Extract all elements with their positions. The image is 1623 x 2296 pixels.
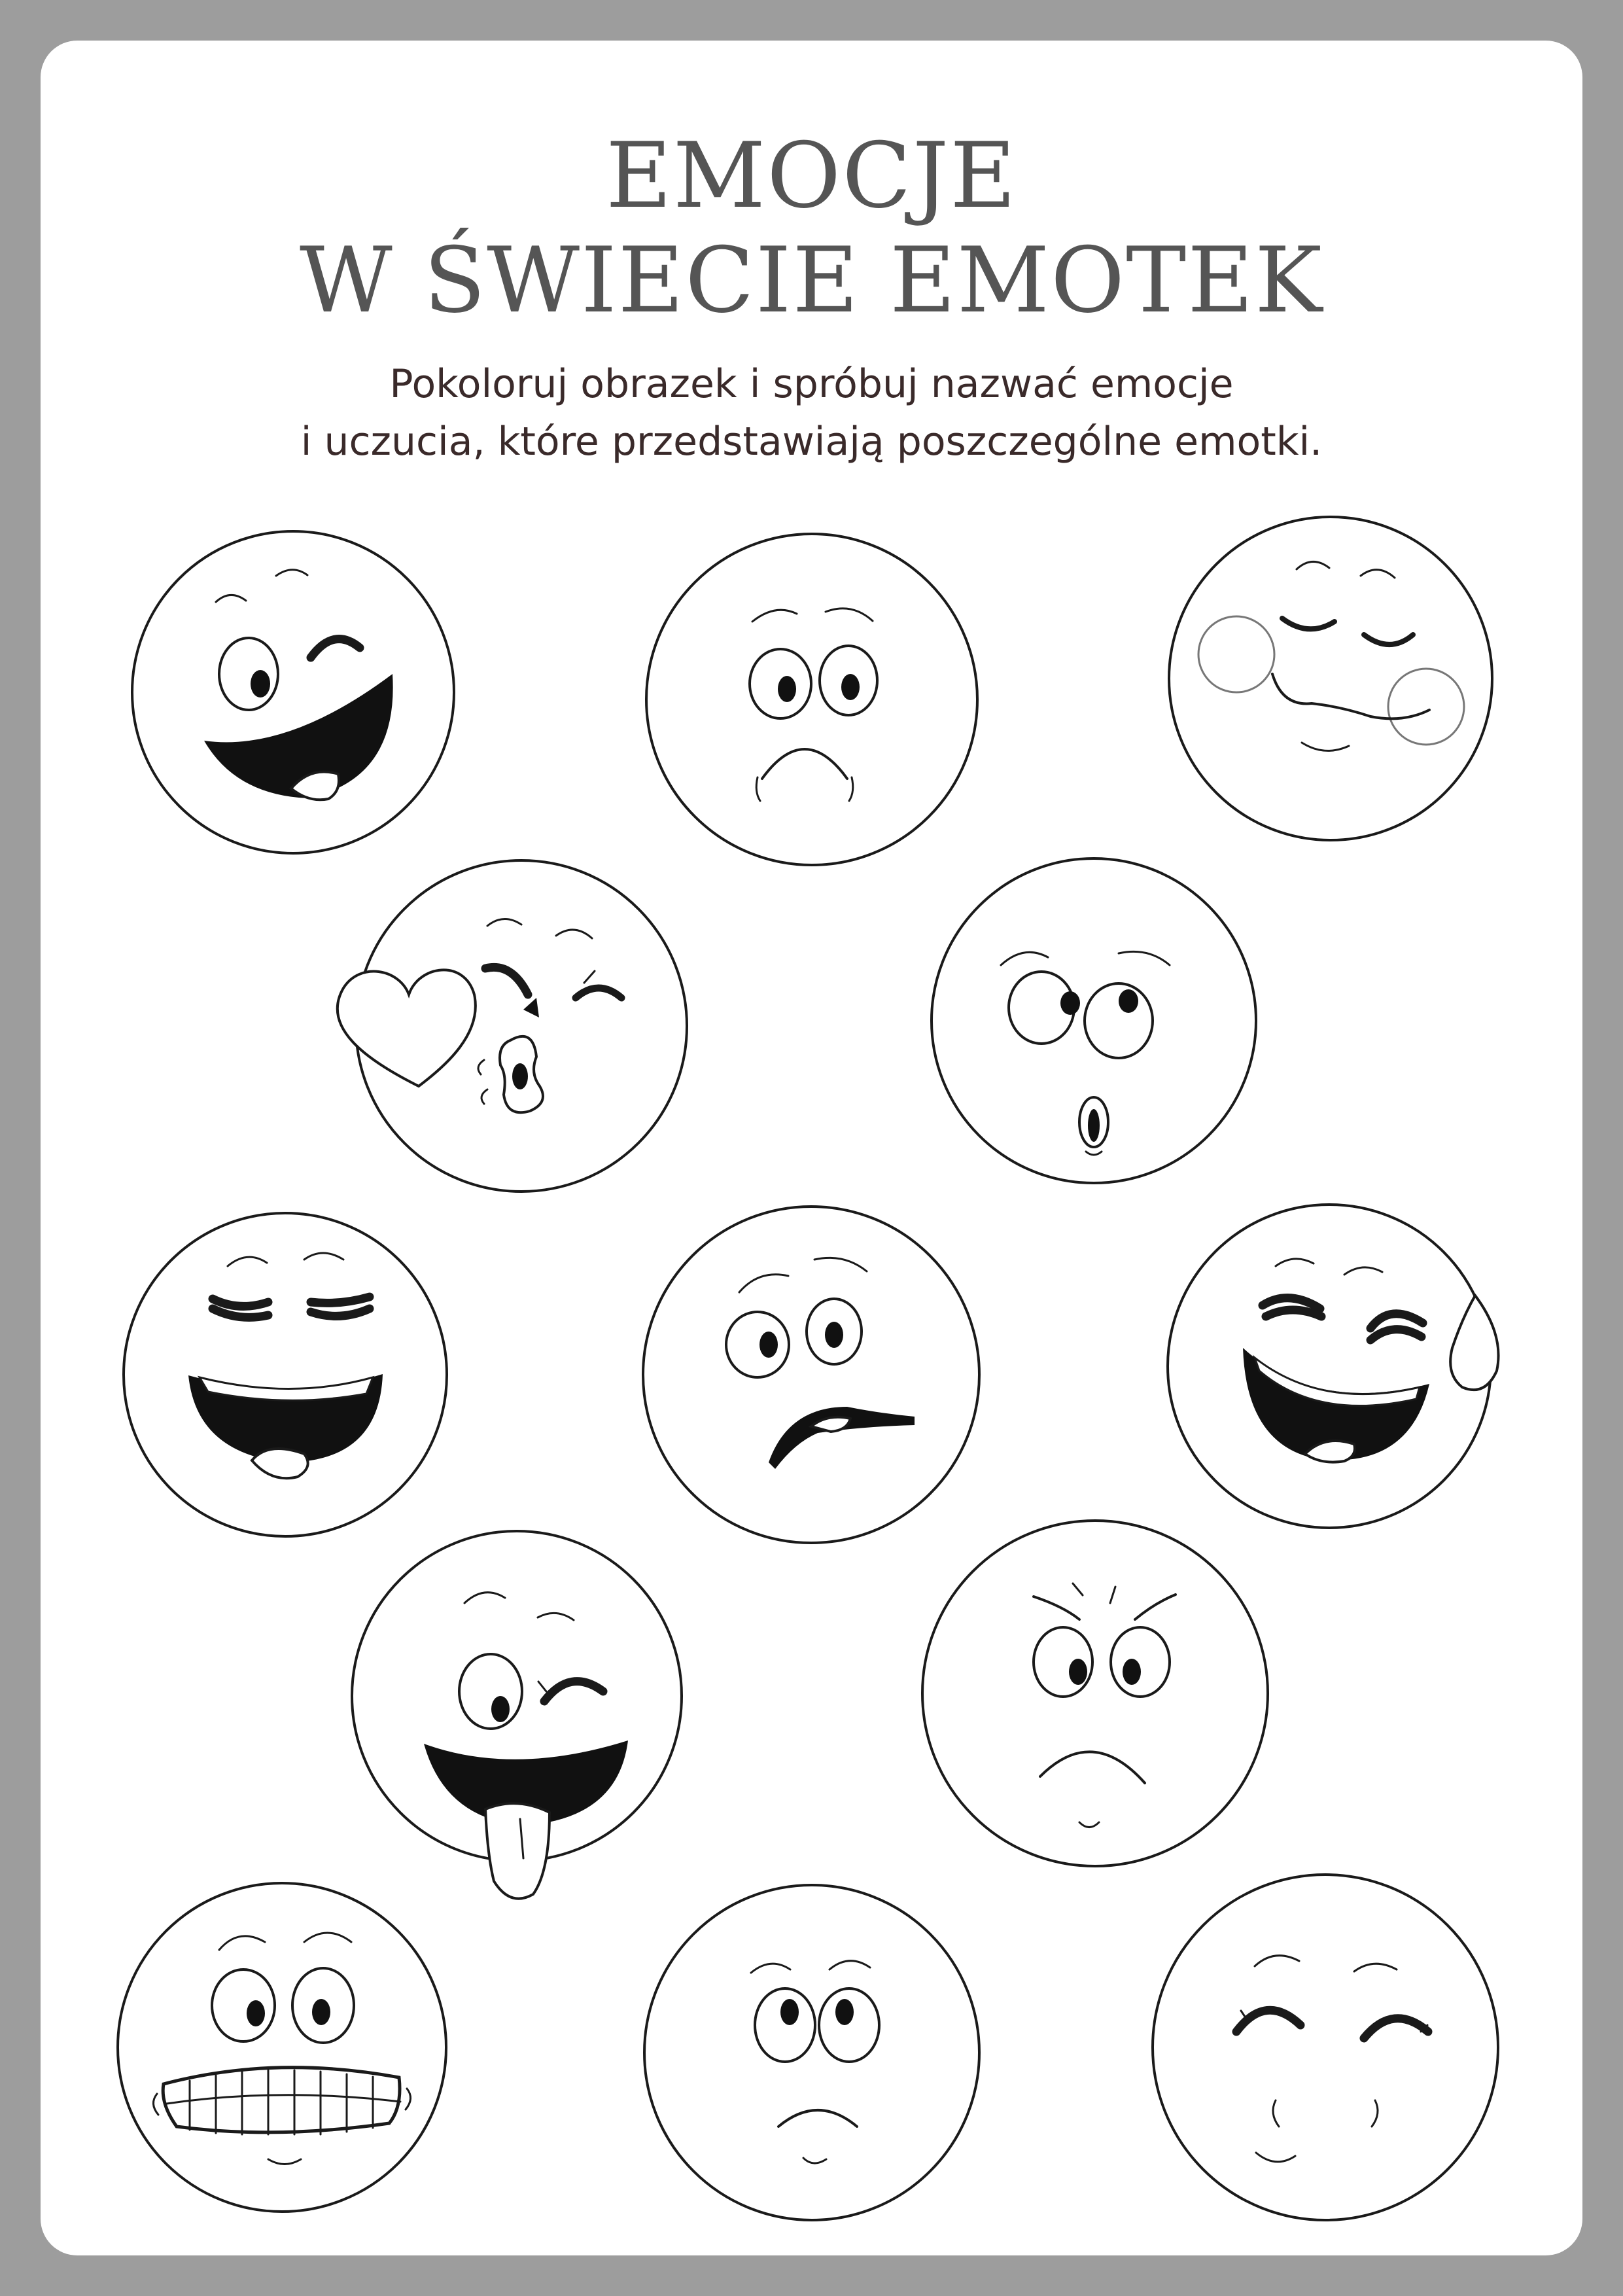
surprised-face-icon bbox=[932, 858, 1256, 1183]
grimacing-face-icon bbox=[118, 1883, 446, 2212]
confused-face-icon bbox=[643, 1207, 979, 1543]
winking-tongue-out-face-icon bbox=[352, 1531, 682, 1899]
angry-face-icon bbox=[922, 1521, 1268, 1866]
laughing-face-icon bbox=[124, 1213, 447, 1536]
title-line-1: EMOCJE bbox=[606, 123, 1017, 228]
kissing-face-with-heart-icon bbox=[338, 860, 687, 1192]
title-line-2: W ŚWIECIE EMOTEK bbox=[299, 228, 1324, 333]
instruction-line-1: Pokoloruj obrazek i spróbuj nazwać emocje bbox=[389, 361, 1234, 407]
winking-laughing-face-icon bbox=[132, 531, 454, 853]
smiling-closed-eyes-face-icon bbox=[1153, 1875, 1498, 2220]
sad-face-icon bbox=[644, 1885, 979, 2220]
worried-face-icon bbox=[646, 534, 977, 865]
instruction-line-2: i uczucia, które przedstawiają poszczególne emotki. bbox=[300, 419, 1323, 465]
laughing-with-sweat-face-icon bbox=[1168, 1205, 1499, 1528]
blushing-content-face-icon bbox=[1169, 517, 1492, 840]
